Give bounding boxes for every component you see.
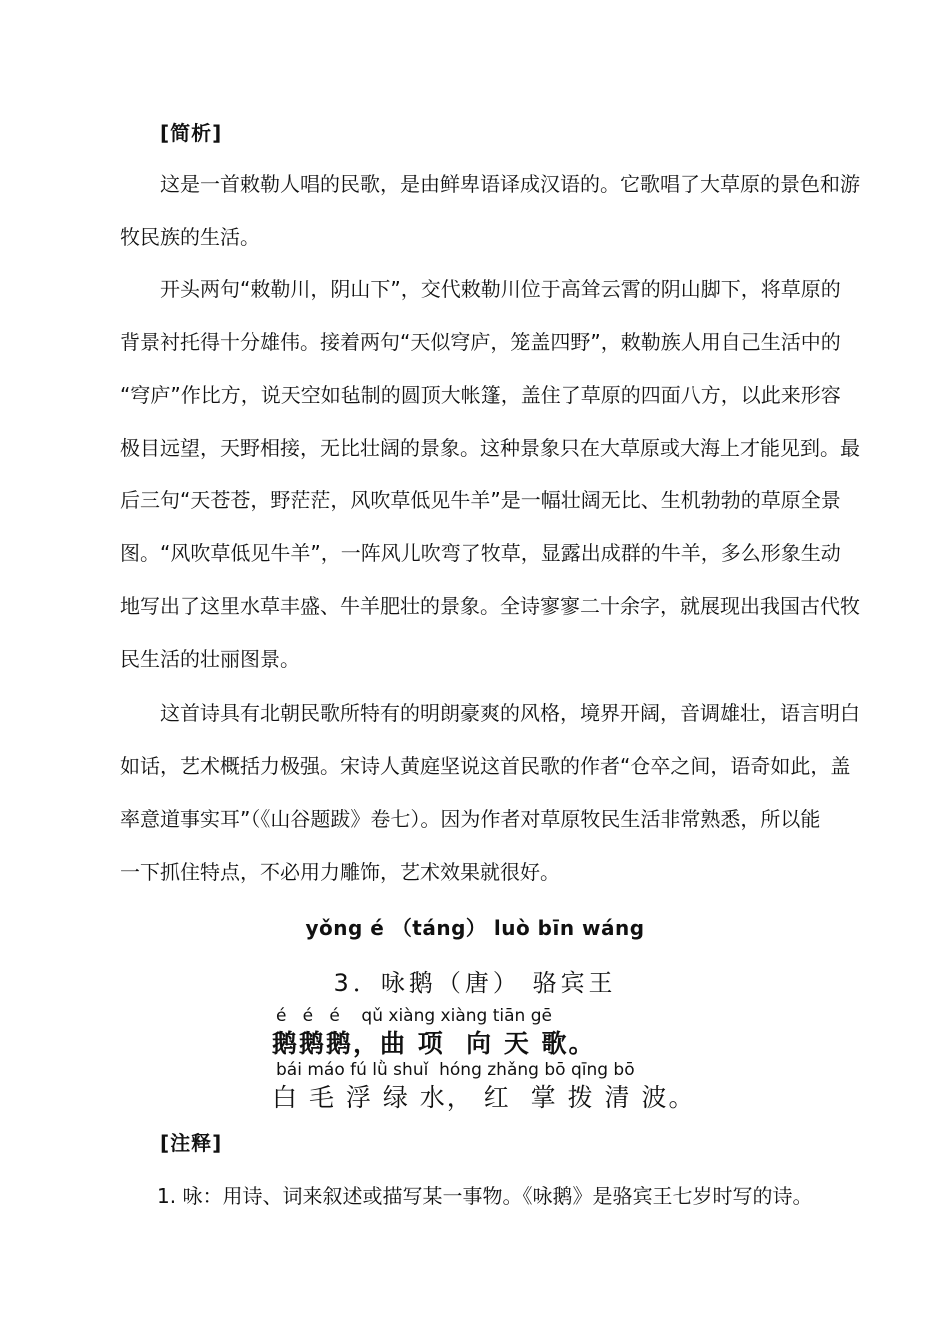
analysis-line: “穹庐”作比方，说天空如毡制的圆顶大帐篷，盖住了草原的四面八方，以此来形容 [120, 383, 841, 407]
analysis-line: 民生活的壮丽图景。 [120, 647, 300, 671]
note-item: 1. 咏：用诗、词来叙述或描写某一事物。《咏鹅》是骆宾王七岁时写的诗。 [157, 1184, 813, 1208]
analysis-line: 地写出了这里水草丰盛、牛羊肥壮的景象。全诗寥寥二十余字，就展现出我国古代牧 [120, 594, 860, 618]
analysis-line: 率意道事实耳”（《山谷题跋》卷七）。因为作者对草原牧民生活非常熟悉，所以能 [120, 807, 821, 831]
poem-pinyin-title: yǒng é （táng） luò bīn wáng [305, 916, 645, 940]
poem-line1: 鹅鹅鹅，曲 项 向 天 歌。 [272, 1029, 596, 1058]
poem-line2-pinyin: bái máo fú lǜ shuǐ hóng zhǎng bō qīng bō [276, 1060, 635, 1080]
analysis-line: 牧民族的生活。 [120, 225, 260, 249]
analysis-line: 图。“风吹草低见牛羊”，一阵风儿吹弯了牧草，显露出成群的牛羊，多么形象生动 [120, 541, 841, 565]
analysis-line: 极目远望，天野相接，无比壮阔的景象。这种景象只在大草原或大海上才能见到。最 [120, 436, 860, 460]
poem-title: 3．咏鹅（唐） 骆宾王 [333, 969, 617, 997]
analysis-line: 后三句“天苍苍，野茫茫，风吹草低见牛羊”是一幅壮阔无比、生机勃勃的草原全景 [120, 488, 841, 512]
notes-heading: [注释] [160, 1131, 223, 1155]
analysis-line: 如话，艺术概括力极强。宋诗人黄庭坚说这首民歌的作者“仓卒之间，语奇如此，盖 [120, 754, 851, 778]
analysis-line: 开头两句“敕勒川，阴山下”，交代敕勒川位于高耸云霄的阴山脚下，将草原的 [120, 277, 841, 301]
poem-line2: 白 毛 浮 绿 水， 红 掌 拨 清 波。 [272, 1083, 696, 1112]
analysis-line: 一下抓住特点，不必用力雕饰，艺术效果就很好。 [120, 860, 560, 884]
analysis-line: 背景衬托得十分雄伟。接着两句“天似穹庐，笼盖四野”，敕勒族人用自己生活中的 [120, 330, 841, 354]
analysis-line: 这首诗具有北朝民歌所特有的明朗豪爽的风格，境界开阔，音调雄壮，语言明白 [120, 701, 860, 725]
poem-line1-pinyin: é é é qǔ xiàng xiàng tiān gē [276, 1006, 552, 1026]
analysis-line: 这是一首敕勒人唱的民歌，是由鲜卑语译成汉语的。它歌唱了大草原的景色和游 [120, 172, 860, 196]
analysis-heading: [简析] [160, 121, 223, 145]
